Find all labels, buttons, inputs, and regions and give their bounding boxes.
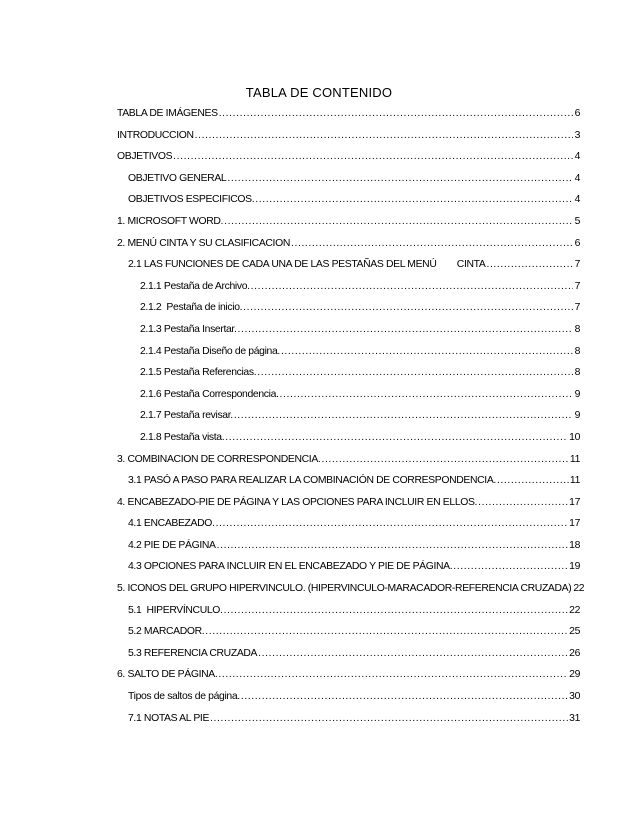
toc-entry-text: 2.1.4 Pestaña Diseño de página.	[140, 345, 280, 357]
toc-entry-text: 6. SALTO DE PÁGINA.	[117, 669, 218, 681]
toc-page-number: 17	[569, 518, 580, 530]
toc-dot-leader	[478, 496, 568, 510]
toc-page-number: 25	[569, 626, 580, 638]
toc-entry-text: 5.2 MARCADOR.	[128, 626, 205, 638]
toc-page-number: 31	[569, 712, 580, 724]
toc-entry-text: 2.1.3 Pestaña Insertar.	[140, 323, 237, 335]
toc-entry-text: 5.1 HIPERVÍNCULO.	[128, 604, 223, 616]
toc-page-number: 7	[574, 280, 580, 292]
toc-entry[interactable]	[117, 191, 580, 213]
toc-dot-leader	[258, 647, 568, 661]
toc-dot-leader	[251, 280, 573, 294]
toc-dot-leader	[217, 539, 569, 553]
toc-entry-text: 2. MENÚ CINTA Y SU CLASIFICACION	[117, 237, 290, 249]
toc-entry[interactable]	[117, 321, 580, 343]
toc-dot-leader	[224, 604, 569, 618]
toc-entry-text: 2.1.5 Pestaña Referencias.	[140, 367, 257, 379]
toc-page-number: 8	[574, 345, 580, 357]
toc-entry[interactable]	[117, 386, 580, 408]
toc-entry-text: 2.1.6 Pestaña Correspondencia.	[140, 388, 279, 400]
toc-entry[interactable]	[117, 645, 580, 667]
toc-page-number: 29	[569, 669, 580, 681]
toc-entry[interactable]	[117, 602, 580, 624]
toc-entry[interactable]	[117, 299, 580, 321]
toc-entry[interactable]	[117, 710, 580, 732]
toc-entry-text: 3.1 PASÓ A PASO PARA REALIZAR LA COMBINACIÓN DE CORRESPONDENCIA.	[128, 475, 496, 487]
toc-entry[interactable]	[117, 105, 580, 127]
toc-list	[117, 105, 585, 731]
toc-entry-text: 2.1.2 Pestaña de inicio.	[140, 302, 243, 314]
toc-dot-leader	[255, 193, 573, 207]
toc-page-number: 8	[574, 367, 580, 379]
toc-dot-leader	[257, 366, 573, 380]
toc-entry-text: 1. MICROSOFT WORD.	[117, 215, 224, 227]
toc-page-number: 11	[569, 453, 580, 465]
toc-page-number: 22	[569, 604, 580, 616]
toc-dot-leader	[243, 301, 573, 315]
toc-page-number: 8	[574, 323, 580, 335]
toc-entry-text: OBJETIVOS	[117, 151, 173, 163]
toc-entry-text: 4.2 PIE DE PÁGINA	[128, 539, 216, 551]
toc-dot-leader	[225, 431, 568, 445]
toc-entry-text: 4.3 OPCIONES PARA INCLUIR EN EL ENCABEZADO Y PIE DE PÁGINA.	[128, 561, 453, 573]
toc-dot-leader	[216, 517, 569, 531]
toc-entry-text: 5.3 REFERENCIA CRUZADA	[128, 647, 258, 659]
toc-page-number: 4	[574, 172, 580, 184]
toc-dot-leader	[224, 215, 573, 229]
toc-dot-leader	[210, 712, 568, 726]
toc-dot-leader	[173, 150, 573, 164]
toc-entry[interactable]	[117, 343, 580, 365]
toc-entry-text: 4. ENCABEZADO-PIE DE PÁGINA Y LAS OPCIONES PARA INCLUIR EN ELLOS.	[117, 496, 478, 508]
toc-entry-text: 3. COMBINACION DE CORRESPONDENCIA.	[117, 453, 321, 465]
toc-entry-text: 2.1 LAS FUNCIONES DE CADA UNA DE LAS PESTAÑAS DEL MENÚ CINTA	[128, 259, 486, 271]
toc-dot-leader	[453, 560, 568, 574]
toc-entry[interactable]	[117, 580, 585, 602]
toc-page-number: 9	[574, 388, 580, 400]
toc-entry[interactable]	[117, 235, 580, 257]
toc-entry-text: TABLA DE IMÁGENES	[117, 108, 218, 119]
toc-page-number: 4	[574, 151, 580, 163]
toc-entry-text: OBJETIVO GENERAL	[128, 172, 227, 184]
toc-page-number: 7	[574, 302, 580, 314]
toc-entry[interactable]	[117, 213, 580, 235]
toc-dot-leader	[291, 237, 573, 251]
toc-entry-text: INTRODUCCION	[117, 129, 194, 141]
toc-dot-leader	[234, 409, 573, 423]
toc-entry[interactable]	[117, 127, 580, 149]
toc-entry[interactable]	[117, 537, 580, 559]
toc-dot-leader	[227, 172, 573, 186]
toc-dot-leader	[321, 453, 568, 467]
toc-dot-leader	[238, 323, 573, 337]
toc-dot-leader	[486, 258, 573, 272]
toc-entry[interactable]	[117, 170, 580, 192]
toc-dot-leader	[497, 474, 569, 488]
toc-page-number: 19	[569, 561, 580, 573]
toc-dot-leader	[219, 107, 573, 121]
toc-dot-leader	[205, 625, 568, 639]
toc-entry[interactable]	[117, 148, 580, 170]
toc-title: TABLA DE CONTENIDO	[245, 85, 393, 100]
toc-entry[interactable]	[117, 558, 580, 580]
toc-entry[interactable]	[117, 364, 580, 386]
toc-page-number: 5	[574, 215, 580, 227]
toc-entry[interactable]	[117, 278, 580, 300]
toc-page-number: 3	[574, 129, 580, 141]
toc-page-number: 11	[569, 475, 580, 487]
toc-page-number: 30	[569, 691, 580, 703]
toc-page-number: 26	[569, 647, 580, 659]
toc-page-number: 22	[573, 583, 585, 595]
toc-dot-leader	[281, 345, 573, 359]
toc-entry-text: Tipos de saltos de página.	[128, 691, 240, 703]
toc-page-number: 7	[574, 259, 580, 271]
toc-entry-text: 4.1 ENCABEZADO.	[128, 518, 215, 530]
toc-page-number: 10	[569, 431, 580, 443]
toc-entry[interactable]	[117, 429, 580, 451]
toc-page-number: 4	[574, 194, 580, 206]
toc-entry[interactable]	[117, 688, 580, 710]
toc-dot-leader	[280, 388, 573, 402]
toc-entry[interactable]	[117, 472, 580, 494]
toc-entry[interactable]	[117, 623, 580, 645]
toc-dot-leader	[218, 668, 568, 682]
toc-entry-text: OBJETIVOS ESPECIFICOS.	[128, 194, 255, 206]
toc-entry-text: 2.1.7 Pestaña revisar.	[140, 410, 233, 422]
toc-entry-text: 2.1.1 Pestaña de Archivo.	[140, 280, 250, 292]
toc-page-number: 6	[574, 108, 580, 119]
toc-entry[interactable]	[117, 494, 580, 516]
toc-entry-text: 2.1.8 Pestaña vista.	[140, 431, 225, 443]
toc-entry[interactable]	[117, 666, 580, 688]
toc-entry-text: 7.1 NOTAS AL PIE	[128, 712, 210, 724]
toc-entry-text: 5. ICONOS DEL GRUPO HIPERVINCULO. (HIPERVINCULO-MARACADOR-REFERENCIA CRUZADA)	[117, 583, 572, 595]
toc-entry[interactable]	[117, 256, 580, 278]
toc-dot-leader	[195, 129, 573, 143]
toc-page-number: 17	[569, 496, 580, 508]
toc-entry[interactable]	[117, 515, 580, 537]
toc-page-number: 6	[574, 237, 580, 249]
toc-entry[interactable]	[117, 451, 580, 473]
toc-dot-leader	[241, 690, 568, 704]
toc-page-number: 9	[574, 410, 580, 422]
toc-page-number: 18	[569, 539, 580, 551]
toc-entry[interactable]	[117, 407, 580, 429]
